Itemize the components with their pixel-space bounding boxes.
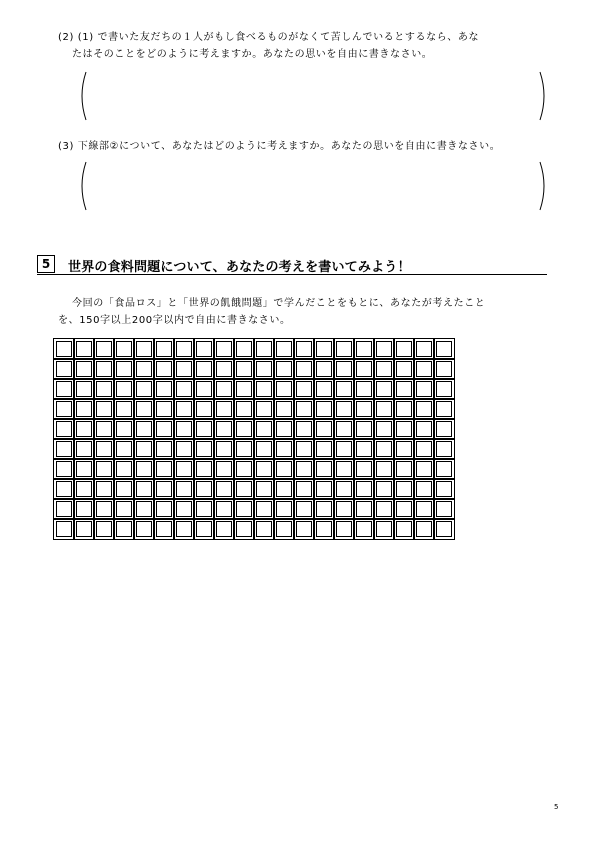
grid-cell[interactable]	[256, 341, 272, 357]
grid-cell[interactable]	[216, 481, 232, 497]
grid-cell[interactable]	[176, 441, 192, 457]
grid-cell[interactable]	[296, 521, 312, 537]
grid-cell[interactable]	[256, 401, 272, 417]
grid-cell[interactable]	[236, 361, 252, 377]
grid-row	[56, 501, 452, 517]
grid-cell[interactable]	[436, 341, 452, 357]
grid-cell[interactable]	[336, 521, 352, 537]
grid-cell[interactable]	[76, 361, 92, 377]
grid-cell[interactable]	[396, 441, 412, 457]
grid-cell[interactable]	[196, 361, 212, 377]
grid-cell[interactable]	[116, 501, 132, 517]
grid-cell[interactable]	[176, 481, 192, 497]
grid-cell[interactable]	[76, 481, 92, 497]
grid-cell[interactable]	[276, 421, 292, 437]
grid-cell[interactable]	[336, 481, 352, 497]
grid-cell[interactable]	[316, 421, 332, 437]
grid-row	[56, 341, 452, 357]
grid-cell[interactable]	[416, 481, 432, 497]
grid-cell[interactable]	[416, 421, 432, 437]
grid-cell[interactable]	[96, 441, 112, 457]
grid-cell[interactable]	[56, 361, 72, 377]
grid-cell[interactable]	[376, 381, 392, 397]
grid-cell[interactable]	[336, 501, 352, 517]
grid-cell[interactable]	[316, 401, 332, 417]
grid-cell[interactable]	[256, 361, 272, 377]
grid-cell[interactable]	[156, 421, 172, 437]
grid-cell[interactable]	[276, 361, 292, 377]
grid-cell[interactable]	[296, 341, 312, 357]
grid-cell[interactable]	[216, 401, 232, 417]
grid-cell[interactable]	[416, 441, 432, 457]
grid-cell[interactable]	[56, 341, 72, 357]
grid-row	[56, 401, 452, 417]
grid-cell[interactable]	[116, 521, 132, 537]
grid-cell[interactable]	[176, 401, 192, 417]
question-3-answer-area[interactable]	[78, 160, 548, 212]
grid-cell[interactable]	[176, 421, 192, 437]
grid-cell[interactable]	[416, 381, 432, 397]
grid-cell[interactable]	[176, 361, 192, 377]
grid-cell[interactable]	[276, 501, 292, 517]
grid-cell[interactable]	[216, 461, 232, 477]
grid-row	[56, 441, 452, 457]
grid-cell[interactable]	[156, 381, 172, 397]
grid-cell[interactable]	[376, 521, 392, 537]
grid-cell[interactable]	[276, 381, 292, 397]
grid-cell[interactable]	[356, 401, 372, 417]
grid-cell[interactable]	[296, 461, 312, 477]
section-5-number-box: 5	[37, 255, 55, 273]
grid-cell[interactable]	[396, 381, 412, 397]
grid-row	[56, 421, 452, 437]
grid-cell[interactable]	[376, 441, 392, 457]
grid-cell[interactable]	[356, 501, 372, 517]
grid-cell[interactable]	[256, 521, 272, 537]
grid-cell[interactable]	[436, 521, 452, 537]
grid-cell[interactable]	[156, 401, 172, 417]
grid-cell[interactable]	[236, 341, 252, 357]
grid-cell[interactable]	[376, 501, 392, 517]
grid-row	[56, 361, 452, 377]
grid-cell[interactable]	[96, 501, 112, 517]
manuscript-grid[interactable]	[56, 341, 452, 537]
grid-cell[interactable]	[256, 501, 272, 517]
grid-cell[interactable]	[136, 501, 152, 517]
grid-cell[interactable]	[396, 401, 412, 417]
grid-row	[56, 481, 452, 497]
grid-cell[interactable]	[56, 481, 72, 497]
grid-cell[interactable]	[56, 381, 72, 397]
grid-cell[interactable]	[156, 341, 172, 357]
grid-cell[interactable]	[316, 341, 332, 357]
question-3-text: (3) 下線部②について、あなたはどのように考えますか。あなたの思いを自由に書きなさい。	[58, 141, 501, 152]
grid-cell[interactable]	[396, 341, 412, 357]
grid-cell[interactable]	[336, 441, 352, 457]
grid-cell[interactable]	[156, 361, 172, 377]
grid-cell[interactable]	[436, 381, 452, 397]
grid-cell[interactable]	[76, 441, 92, 457]
grid-cell[interactable]	[276, 441, 292, 457]
grid-cell[interactable]	[136, 421, 152, 437]
grid-cell[interactable]	[176, 341, 192, 357]
section-5-divider	[37, 274, 547, 275]
grid-cell[interactable]	[76, 341, 92, 357]
grid-cell[interactable]	[336, 341, 352, 357]
grid-cell[interactable]	[96, 341, 112, 357]
grid-cell[interactable]	[296, 441, 312, 457]
grid-cell[interactable]	[196, 341, 212, 357]
grid-cell[interactable]	[196, 461, 212, 477]
grid-cell[interactable]	[236, 441, 252, 457]
grid-cell[interactable]	[96, 421, 112, 437]
grid-cell[interactable]	[336, 361, 352, 377]
grid-cell[interactable]	[216, 361, 232, 377]
grid-cell[interactable]	[336, 381, 352, 397]
grid-cell[interactable]	[416, 361, 432, 377]
grid-cell[interactable]	[196, 381, 212, 397]
grid-cell[interactable]	[416, 341, 432, 357]
grid-cell[interactable]	[436, 401, 452, 417]
grid-cell[interactable]	[96, 481, 112, 497]
grid-cell[interactable]	[116, 381, 132, 397]
grid-cell[interactable]	[96, 521, 112, 537]
grid-cell[interactable]	[216, 381, 232, 397]
grid-cell[interactable]	[176, 501, 192, 517]
grid-cell[interactable]	[136, 361, 152, 377]
grid-row	[56, 521, 452, 537]
grid-cell[interactable]	[256, 381, 272, 397]
grid-cell[interactable]	[316, 441, 332, 457]
grid-cell[interactable]	[116, 401, 132, 417]
grid-cell[interactable]	[176, 521, 192, 537]
grid-cell[interactable]	[56, 501, 72, 517]
grid-cell[interactable]	[436, 361, 452, 377]
grid-cell[interactable]	[336, 461, 352, 477]
grid-cell[interactable]	[56, 441, 72, 457]
grid-cell[interactable]	[356, 381, 372, 397]
grid-cell[interactable]	[156, 441, 172, 457]
grid-row	[56, 461, 452, 477]
grid-cell[interactable]	[76, 521, 92, 537]
grid-cell[interactable]	[356, 361, 372, 377]
grid-cell[interactable]	[76, 421, 92, 437]
grid-cell[interactable]	[256, 421, 272, 437]
grid-cell[interactable]	[356, 341, 372, 357]
grid-cell[interactable]	[136, 521, 152, 537]
grid-cell[interactable]	[376, 361, 392, 377]
grid-cell[interactable]	[356, 521, 372, 537]
grid-cell[interactable]	[176, 461, 192, 477]
grid-cell[interactable]	[396, 461, 412, 477]
grid-cell[interactable]	[416, 521, 432, 537]
grid-cell[interactable]	[376, 421, 392, 437]
grid-cell[interactable]	[136, 401, 152, 417]
grid-cell[interactable]	[276, 341, 292, 357]
grid-cell[interactable]	[56, 521, 72, 537]
grid-cell[interactable]	[436, 461, 452, 477]
section-5-instruction-line-1: 今回の「食品ロス」と「世界の飢餓問題」で学んだことをもとに、あなたが考えたこと	[72, 298, 486, 309]
grid-cell[interactable]	[336, 401, 352, 417]
question-2-text-line-1: (2) (1) で書いた友だちの１人がもし食べるものがなくて苦しんでいるとするなら、あな	[58, 32, 480, 43]
grid-cell[interactable]	[396, 421, 412, 437]
grid-cell[interactable]	[96, 361, 112, 377]
grid-cell[interactable]	[56, 401, 72, 417]
grid-cell[interactable]	[96, 461, 112, 477]
grid-cell[interactable]	[136, 341, 152, 357]
question-2-answer-area[interactable]	[78, 70, 548, 122]
grid-cell[interactable]	[316, 381, 332, 397]
grid-cell[interactable]	[436, 481, 452, 497]
grid-cell[interactable]	[276, 461, 292, 477]
grid-cell[interactable]	[236, 421, 252, 437]
grid-cell[interactable]	[356, 421, 372, 437]
grid-cell[interactable]	[156, 461, 172, 477]
grid-cell[interactable]	[376, 481, 392, 497]
grid-cell[interactable]	[376, 401, 392, 417]
grid-cell[interactable]	[296, 501, 312, 517]
grid-cell[interactable]	[256, 441, 272, 457]
grid-cell[interactable]	[296, 421, 312, 437]
grid-cell[interactable]	[196, 481, 212, 497]
section-5-title: 世界の食料問題について、あなたの考えを書いてみよう！	[68, 260, 411, 275]
grid-cell[interactable]	[196, 421, 212, 437]
grid-cell[interactable]	[256, 461, 272, 477]
grid-cell[interactable]	[276, 401, 292, 417]
grid-cell[interactable]	[296, 361, 312, 377]
grid-cell[interactable]	[76, 461, 92, 477]
grid-cell[interactable]	[156, 481, 172, 497]
grid-cell[interactable]	[116, 361, 132, 377]
grid-cell[interactable]	[236, 381, 252, 397]
grid-cell[interactable]	[376, 341, 392, 357]
grid-cell[interactable]	[76, 501, 92, 517]
grid-cell[interactable]	[396, 501, 412, 517]
grid-cell[interactable]	[136, 441, 152, 457]
grid-cell[interactable]	[216, 521, 232, 537]
grid-cell[interactable]	[356, 481, 372, 497]
grid-cell[interactable]	[116, 461, 132, 477]
grid-cell[interactable]	[416, 401, 432, 417]
grid-cell[interactable]	[316, 461, 332, 477]
grid-cell[interactable]	[436, 441, 452, 457]
grid-cell[interactable]	[216, 501, 232, 517]
grid-cell[interactable]	[316, 481, 332, 497]
grid-cell[interactable]	[196, 521, 212, 537]
grid-cell[interactable]	[116, 421, 132, 437]
grid-cell[interactable]	[276, 521, 292, 537]
grid-cell[interactable]	[56, 421, 72, 437]
grid-cell[interactable]	[116, 441, 132, 457]
grid-cell[interactable]	[316, 501, 332, 517]
grid-cell[interactable]	[136, 381, 152, 397]
grid-cell[interactable]	[436, 421, 452, 437]
grid-cell[interactable]	[96, 401, 112, 417]
grid-cell[interactable]	[336, 421, 352, 437]
grid-cell[interactable]	[236, 521, 252, 537]
grid-cell[interactable]	[236, 461, 252, 477]
grid-cell[interactable]	[196, 441, 212, 457]
grid-cell[interactable]	[236, 481, 252, 497]
grid-cell[interactable]	[156, 501, 172, 517]
grid-cell[interactable]	[156, 521, 172, 537]
grid-cell[interactable]	[416, 461, 432, 477]
grid-cell[interactable]	[136, 461, 152, 477]
section-5-instruction-line-2: を、150字以上200字以内で自由に書きなさい。	[58, 315, 291, 326]
grid-cell[interactable]	[216, 421, 232, 437]
grid-cell[interactable]	[356, 441, 372, 457]
grid-cell[interactable]	[396, 481, 412, 497]
grid-cell[interactable]	[316, 521, 332, 537]
grid-cell[interactable]	[236, 401, 252, 417]
grid-cell[interactable]	[136, 481, 152, 497]
grid-cell[interactable]	[376, 461, 392, 477]
grid-cell[interactable]	[396, 361, 412, 377]
grid-cell[interactable]	[76, 401, 92, 417]
page-number: 5	[554, 803, 559, 811]
grid-cell[interactable]	[396, 521, 412, 537]
grid-cell[interactable]	[216, 341, 232, 357]
grid-cell[interactable]	[76, 381, 92, 397]
grid-cell[interactable]	[436, 501, 452, 517]
grid-cell[interactable]	[96, 381, 112, 397]
grid-cell[interactable]	[276, 481, 292, 497]
grid-cell[interactable]	[116, 481, 132, 497]
grid-cell[interactable]	[256, 481, 272, 497]
question-2-text-line-2: たはそのことをどのように考えますか。あなたの思いを自由に書きなさい。	[72, 49, 433, 60]
grid-cell[interactable]	[356, 461, 372, 477]
grid-cell[interactable]	[296, 381, 312, 397]
grid-row	[56, 381, 452, 397]
grid-cell[interactable]	[176, 381, 192, 397]
grid-cell[interactable]	[196, 501, 212, 517]
grid-cell[interactable]	[216, 441, 232, 457]
grid-cell[interactable]	[296, 481, 312, 497]
grid-cell[interactable]	[416, 501, 432, 517]
manuscript-grid-table	[52, 337, 456, 541]
grid-cell[interactable]	[56, 461, 72, 477]
grid-cell[interactable]	[116, 341, 132, 357]
grid-cell[interactable]	[196, 401, 212, 417]
grid-cell[interactable]	[236, 501, 252, 517]
grid-cell[interactable]	[316, 361, 332, 377]
grid-cell[interactable]	[296, 401, 312, 417]
